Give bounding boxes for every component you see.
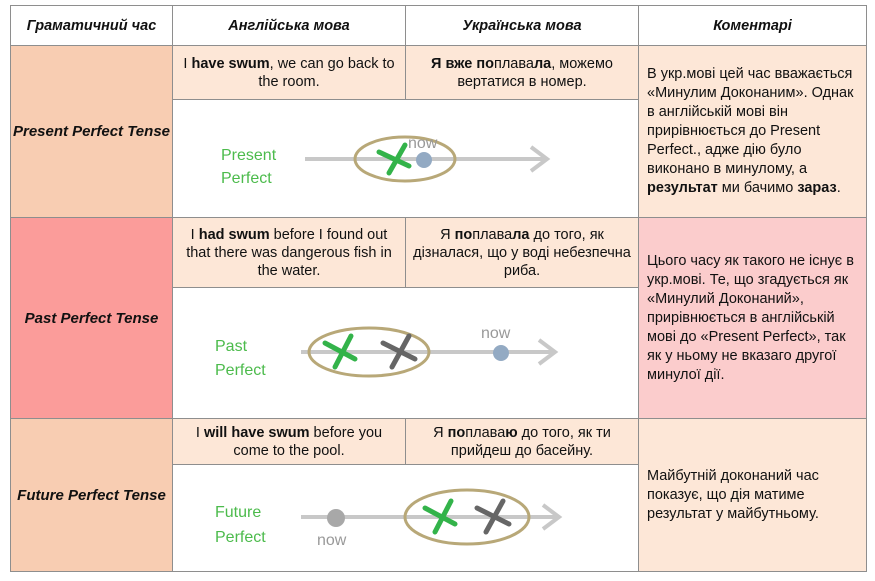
header-ukrainian: Українська мова	[406, 6, 639, 46]
header-tense: Граматичний час	[11, 6, 173, 46]
future-perfect-english: I will have swum before you come to the pool.	[173, 419, 406, 465]
past-perfect-diagram	[173, 288, 639, 419]
future-perfect-timeline	[173, 465, 639, 572]
tenses-table	[10, 5, 867, 572]
present-perfect-timeline	[173, 100, 639, 218]
tense-name-text: Future Perfect Tense	[17, 486, 166, 504]
past-perfect-ukrainian: Я поплавала до того, як дізналася, що у воді небезпечна риба.	[406, 218, 639, 288]
diagram-label-1: Future	[215, 504, 262, 521]
diagram-label-2: Perfect	[221, 170, 272, 187]
tense-name-text: Present Perfect Tense	[12, 123, 171, 140]
future-perfect-ukrainian: Я поплаваю до того, як ти прийдеш до басейну.	[406, 419, 639, 465]
now-dot	[327, 509, 345, 527]
present-perfect-example-row	[11, 46, 867, 100]
tense-name-text: Past Perfect Tense	[24, 309, 159, 327]
future-perfect-example-row	[11, 419, 867, 465]
now-dot	[493, 345, 509, 361]
header-comments: Коментарі	[639, 6, 867, 46]
diagram-label-2: Perfect	[215, 529, 266, 546]
now-label: now	[408, 135, 438, 152]
past-perfect-example-row	[11, 218, 867, 288]
present-perfect-name	[11, 46, 173, 218]
header-english: Англійська мова	[173, 6, 406, 46]
past-perfect-english: I had swum before I found out that there was dangerous fish in the water.	[173, 218, 406, 288]
past-perfect-comment: Цього часу як такого не існує в укр.мові. Те, що згадується як «Минулий Доконаний», прирівнюється в англійській мові до «Present Perfect», так як у ньому не вказаго другої минулої дії.	[639, 218, 867, 419]
diagram-label-1: Present	[221, 147, 277, 164]
present-perfect-diagram	[173, 100, 639, 218]
diagram-label-2: Perfect	[215, 362, 266, 379]
future-perfect-name	[11, 419, 173, 572]
header-row	[11, 6, 867, 46]
future-perfect-diagram	[173, 465, 639, 572]
now-dot	[416, 152, 432, 168]
past-perfect-name	[11, 218, 173, 419]
now-label: now	[481, 325, 511, 342]
diagram-label-1: Past	[215, 338, 248, 355]
now-label: now	[317, 532, 347, 549]
present-perfect-comment: В укр.мові цей час вважається «Минулим Доконаним». Однак в англійській мові він прирівнюється до Present Perfect., адже дію було виконано в минулому, а результат ми бачимо зараз.	[639, 46, 867, 218]
present-perfect-ukrainian: Я вже поплавала, можемо вертатися в номер.	[406, 46, 639, 100]
past-perfect-timeline	[173, 288, 639, 419]
future-perfect-comment: Майбутній доконаний час показує, що дія матиме результат у майбутньому.	[639, 419, 867, 572]
present-perfect-english: I have swum, we can go back to the room.	[173, 46, 406, 100]
